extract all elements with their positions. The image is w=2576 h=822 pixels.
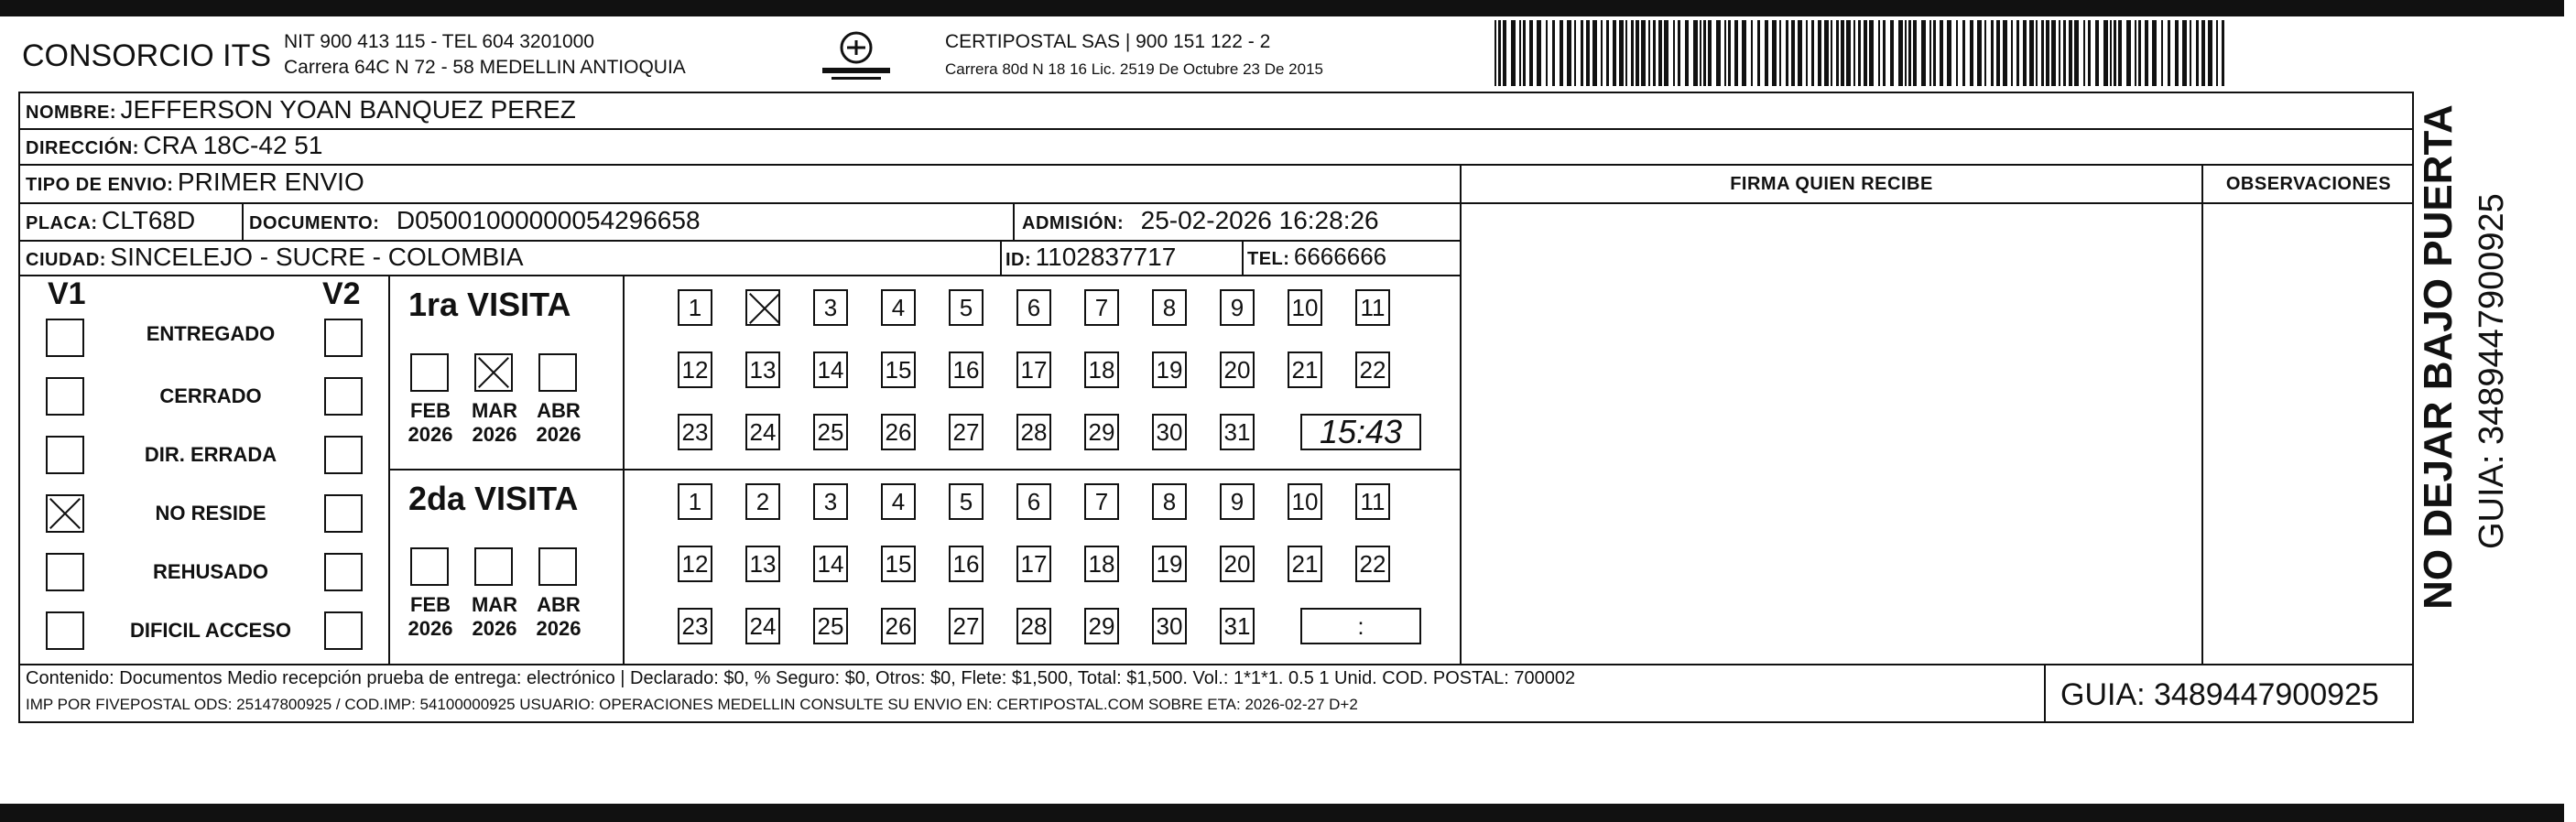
barcode-bar xyxy=(1765,20,1768,86)
barcode-bar xyxy=(2196,20,2199,86)
carrier-name: CERTIPOSTAL SAS | 900 151 122 - 2 xyxy=(945,31,1271,52)
day-cell[interactable]: 15 xyxy=(881,546,916,582)
scan-right-border xyxy=(2564,0,2576,822)
barcode-bar xyxy=(2029,20,2034,86)
tipo-value: PRIMER ENVIO xyxy=(177,168,364,196)
barcode-bar xyxy=(1908,20,1911,86)
month-name: ABR xyxy=(537,593,581,616)
barcode-bar xyxy=(1700,20,1701,86)
day-cell[interactable]: 24 xyxy=(745,414,780,450)
barcode-bar xyxy=(1913,20,1917,86)
v2-checkbox[interactable] xyxy=(324,494,363,533)
firma-header: FIRMA QUIEN RECIBE xyxy=(1730,174,1933,194)
barcode-bar xyxy=(1586,20,1590,86)
month-name: FEB xyxy=(410,399,451,422)
day-cell[interactable]: 9 xyxy=(1220,483,1255,520)
month-checkbox[interactable] xyxy=(538,353,577,392)
barcode-bar xyxy=(1996,20,2000,86)
day-cell[interactable]: 20 xyxy=(1220,546,1255,582)
day-cell[interactable]: 18 xyxy=(1084,352,1119,388)
day-cell[interactable]: 11 xyxy=(1355,289,1390,326)
barcode-bar xyxy=(2145,20,2148,86)
day-cell[interactable]: 3 xyxy=(813,483,848,520)
v2-checkbox[interactable] xyxy=(324,611,363,650)
month-label xyxy=(403,593,458,641)
v1-checkbox[interactable] xyxy=(46,611,84,650)
barcode-bar xyxy=(1703,20,1706,86)
barcode-bar xyxy=(1673,20,1675,86)
barcode-bar xyxy=(2088,20,2091,86)
certipostal-logo xyxy=(815,27,897,84)
barcode-bar xyxy=(1878,20,1880,86)
day-cell[interactable]: 10 xyxy=(1288,289,1322,326)
barcode-bar xyxy=(1537,20,1541,86)
barcode-bar xyxy=(1883,20,1886,86)
day-cell[interactable]: 29 xyxy=(1084,608,1119,644)
barcode-bar xyxy=(2190,20,2191,86)
barcode-bar xyxy=(1560,20,1563,86)
day-cell[interactable]: 7 xyxy=(1084,483,1119,520)
documento-value: D05001000000054296658 xyxy=(396,206,701,234)
observaciones-header: OBSERVACIONES xyxy=(2225,174,2392,194)
day-cell[interactable]: 14 xyxy=(813,352,848,388)
admision-row xyxy=(1022,206,1379,235)
visit-time-field[interactable]: 15:43 xyxy=(1300,414,1421,450)
tipo-row xyxy=(26,168,364,197)
month-checkbox[interactable] xyxy=(474,353,513,392)
day-cell[interactable]: 16 xyxy=(949,352,984,388)
barcode-bar xyxy=(1653,20,1656,86)
v2-checkbox[interactable] xyxy=(324,319,363,357)
no-dejar-bajo-puerta: NO DEJAR BAJO PUERTA xyxy=(2416,104,2461,610)
month-checkbox[interactable] xyxy=(410,353,449,392)
barcode-bar xyxy=(2046,20,2049,86)
placa-value: CLT68D xyxy=(102,206,196,234)
barcode-bar xyxy=(2118,20,2122,86)
v1-checkbox[interactable] xyxy=(46,377,84,416)
v2-checkbox[interactable] xyxy=(324,436,363,474)
barcode-bar xyxy=(2016,20,2019,86)
month-year: 2026 xyxy=(472,617,517,640)
day-cell[interactable]: 22 xyxy=(1355,352,1390,388)
id-row xyxy=(1005,243,1176,272)
barcode-bar xyxy=(1806,20,1808,86)
day-cell[interactable]: 20 xyxy=(1220,352,1255,388)
day-cell[interactable]: 24 xyxy=(745,608,780,644)
day-cell[interactable]: 1 xyxy=(678,483,712,520)
day-cell[interactable]: 8 xyxy=(1152,289,1187,326)
status-label: CERRADO xyxy=(159,384,262,407)
barcode-bar xyxy=(2201,20,2205,86)
status-label: NO RESIDE xyxy=(155,502,266,525)
ciudad-value: SINCELEJO - SUCRE - COLOMBIA xyxy=(110,243,524,271)
barcode-bar xyxy=(2222,20,2224,86)
day-cell[interactable]: 6 xyxy=(1016,289,1051,326)
day-cell[interactable]: 12 xyxy=(678,546,712,582)
barcode-bar xyxy=(1495,20,1496,86)
v1-checkbox[interactable] xyxy=(46,436,84,474)
barcode-bar xyxy=(2126,20,2131,86)
barcode-bar xyxy=(1592,20,1597,86)
barcode-bar xyxy=(1678,20,1680,86)
barcode-bar xyxy=(2083,20,2085,86)
barcode-bar xyxy=(1977,20,1982,86)
barcode-bar xyxy=(1791,20,1795,86)
footer-line-1: Contenido: Documentos Medio recepción prueba de entrega: electrónico | Declarado: $0, % Seguro: $0, Otros: $0, Flete: $1,500, Total: $1,500. Vol.: 1*1*1. 0.5 1 Unid. COD. POSTAL: 700002 xyxy=(26,668,1576,688)
day-cell[interactable]: 25 xyxy=(813,414,848,450)
nombre-value: JEFFERSON YOAN BANQUEZ PEREZ xyxy=(120,95,576,124)
barcode-bar xyxy=(1858,20,1861,86)
barcode-bar xyxy=(2041,20,2044,86)
day-cell[interactable]: 5 xyxy=(949,483,984,520)
nombre-row xyxy=(26,95,576,124)
tel-row xyxy=(1247,243,1386,271)
v1-label: V1 xyxy=(48,276,86,311)
day-cell[interactable]: 21 xyxy=(1288,546,1322,582)
barcode-bar xyxy=(1529,20,1533,86)
day-cell[interactable]: 29 xyxy=(1084,414,1119,450)
barcode-bar xyxy=(1831,20,1832,86)
month-checkbox[interactable] xyxy=(538,547,577,586)
month-name: MAR xyxy=(471,593,518,616)
day-cell[interactable]: 17 xyxy=(1016,352,1051,388)
barcode-bar xyxy=(2216,20,2218,86)
ciudad-row xyxy=(26,243,524,272)
admision-value: 25-02-2026 16:28:26 xyxy=(1140,206,1379,234)
barcode-bar xyxy=(1742,20,1746,86)
day-cell[interactable]: 11 xyxy=(1355,483,1390,520)
scan-bottom-border xyxy=(0,804,2576,822)
barcode-bar xyxy=(2023,20,2027,86)
v2-checkbox[interactable] xyxy=(324,377,363,416)
barcode-bar xyxy=(1933,20,1936,86)
barcode-bar xyxy=(2175,20,2179,86)
month-year: 2026 xyxy=(536,423,582,446)
barcode-bar xyxy=(1890,20,1894,86)
barcode-bar xyxy=(1751,20,1753,86)
day-cell[interactable]: 1 xyxy=(678,289,712,326)
day-cell[interactable]: 13 xyxy=(745,352,780,388)
barcode-bar xyxy=(1818,20,1821,86)
month-year: 2026 xyxy=(408,617,453,640)
direccion-row xyxy=(26,131,322,160)
barcode-bar xyxy=(1991,20,1994,86)
barcode-bar xyxy=(1786,20,1788,86)
placa-label: PLACA: xyxy=(26,213,98,233)
v2-label: V2 xyxy=(322,276,361,311)
barcode-bar xyxy=(1716,20,1721,86)
barcode-bar xyxy=(2059,20,2060,86)
placa-row xyxy=(26,206,195,235)
barcode-bar xyxy=(1905,20,1907,86)
barcode-bar xyxy=(2182,20,2187,86)
barcode-bar xyxy=(1619,20,1624,86)
barcode-bar xyxy=(1613,20,1616,86)
side-guia: GUIA: 3489447900925 xyxy=(2473,193,2511,549)
footer-guia: GUIA: 3489447900925 xyxy=(2060,677,2379,712)
barcode-bar xyxy=(1625,20,1627,86)
barcode xyxy=(1495,20,2227,86)
month-label xyxy=(531,593,586,641)
barcode-bar xyxy=(2051,20,2056,86)
barcode-bar xyxy=(1929,20,1931,86)
id-label: ID: xyxy=(1005,250,1032,270)
day-cell[interactable]: 4 xyxy=(881,289,916,326)
barcode-bar xyxy=(1523,20,1526,86)
month-year: 2026 xyxy=(536,617,582,640)
tipo-label: TIPO DE ENVIO: xyxy=(26,175,174,195)
status-label: ENTREGADO xyxy=(146,322,276,345)
day-cell[interactable]: 28 xyxy=(1016,608,1051,644)
barcode-bar xyxy=(1940,20,1943,86)
day-cell[interactable]: 27 xyxy=(949,414,984,450)
barcode-bar xyxy=(1772,20,1777,86)
status-label: DIFICIL ACCESO xyxy=(129,619,291,642)
barcode-bar xyxy=(2135,20,2136,86)
barcode-bar xyxy=(1864,20,1867,86)
day-cell[interactable]: 7 xyxy=(1084,289,1119,326)
barcode-bar xyxy=(1734,20,1738,86)
barcode-bar xyxy=(1581,20,1583,86)
day-cell[interactable]: 26 xyxy=(881,608,916,644)
month-label xyxy=(467,399,522,447)
day-cell[interactable]: 8 xyxy=(1152,483,1187,520)
barcode-bar xyxy=(1824,20,1829,86)
day-cell[interactable]: 16 xyxy=(949,546,984,582)
status-label: REHUSADO xyxy=(153,560,268,583)
barcode-bar xyxy=(2152,20,2157,86)
scan-top-border xyxy=(0,0,2576,16)
barcode-bar xyxy=(1631,20,1634,86)
barcode-bar xyxy=(1636,20,1639,86)
barcode-bar xyxy=(1841,20,1844,86)
barcode-bar xyxy=(1503,20,1506,86)
barcode-bar xyxy=(1836,20,1839,86)
month-year: 2026 xyxy=(408,423,453,446)
day-cell[interactable]: 14 xyxy=(813,546,848,582)
barcode-bar xyxy=(1648,20,1650,86)
day-cell[interactable]: 6 xyxy=(1016,483,1051,520)
barcode-bar xyxy=(1574,20,1576,86)
visit-title: 2da VISITA xyxy=(408,480,579,517)
barcode-bar xyxy=(1757,20,1760,86)
barcode-bar xyxy=(2168,20,2170,86)
barcode-bar xyxy=(2110,20,2112,86)
day-cell[interactable]: 2 xyxy=(745,483,780,520)
documento-row xyxy=(249,206,701,235)
barcode-bar xyxy=(1898,20,1903,86)
day-cell[interactable]: 21 xyxy=(1288,352,1322,388)
v1-checkbox[interactable] xyxy=(46,553,84,591)
day-cell[interactable]: 3 xyxy=(813,289,848,326)
barcode-bar xyxy=(2138,20,2141,86)
day-cell[interactable]: 26 xyxy=(881,414,916,450)
month-name: MAR xyxy=(471,399,518,422)
day-cell[interactable]: 4 xyxy=(881,483,916,520)
barcode-bar xyxy=(1853,20,1855,86)
day-cell[interactable] xyxy=(745,289,780,326)
month-year: 2026 xyxy=(472,423,517,446)
tel-label: TEL: xyxy=(1247,249,1290,269)
barcode-bar xyxy=(1947,20,1951,86)
day-cell[interactable]: 28 xyxy=(1016,414,1051,450)
barcode-bar xyxy=(2011,20,2013,86)
day-cell[interactable]: 12 xyxy=(678,352,712,388)
month-label xyxy=(467,593,522,641)
day-cell[interactable]: 5 xyxy=(949,289,984,326)
company-name: CONSORCIO ITS xyxy=(22,38,272,73)
barcode-bar xyxy=(1708,20,1712,86)
day-cell[interactable]: 23 xyxy=(678,414,712,450)
nombre-label: NOMBRE: xyxy=(26,103,117,123)
carrier-address: Carrera 80d N 18 16 Lic. 2519 De Octubre 23 De 2015 xyxy=(945,60,1323,78)
day-cell[interactable]: 30 xyxy=(1152,608,1187,644)
barcode-bar xyxy=(1511,20,1516,86)
day-cell[interactable]: 23 xyxy=(678,608,712,644)
barcode-bar xyxy=(2161,20,2163,86)
month-checkbox[interactable] xyxy=(410,547,449,586)
tel-value: 6666666 xyxy=(1293,243,1387,270)
month-label xyxy=(403,399,458,447)
day-cell[interactable]: 10 xyxy=(1288,483,1322,520)
barcode-bar xyxy=(1641,20,1646,86)
v1-checkbox[interactable] xyxy=(46,494,84,533)
day-cell[interactable]: 25 xyxy=(813,608,848,644)
admision-label: ADMISIÓN: xyxy=(1022,213,1125,233)
day-cell[interactable]: 27 xyxy=(949,608,984,644)
barcode-bar xyxy=(1811,20,1814,86)
month-label xyxy=(531,399,586,447)
barcode-bar xyxy=(2036,20,2038,86)
day-cell[interactable]: 31 xyxy=(1220,414,1255,450)
barcode-bar xyxy=(2069,20,2072,86)
direccion-label: DIRECCIÓN: xyxy=(26,138,139,158)
v1-checkbox[interactable] xyxy=(46,319,84,357)
day-cell[interactable]: 17 xyxy=(1016,546,1051,582)
barcode-bar xyxy=(1728,20,1731,86)
barcode-bar xyxy=(1519,20,1521,86)
barcode-bar xyxy=(2208,20,2212,86)
day-cell[interactable]: 30 xyxy=(1152,414,1187,450)
barcode-bar xyxy=(2095,20,2099,86)
barcode-bar xyxy=(1798,20,1802,86)
month-name: FEB xyxy=(410,593,451,616)
id-value: 1102837717 xyxy=(1035,243,1177,271)
barcode-bar xyxy=(1970,20,1973,86)
barcode-bar xyxy=(1956,20,1958,86)
barcode-bar xyxy=(2063,20,2066,86)
direccion-value: CRA 18C-42 51 xyxy=(143,131,323,159)
barcode-bar xyxy=(1846,20,1851,86)
ciudad-label: CIUDAD: xyxy=(26,250,106,270)
day-cell[interactable]: 13 xyxy=(745,546,780,582)
footer-line-2: IMP POR FIVEPOSTAL ODS: 25147800925 / COD.IMP: 54100000925 USUARIO: OPERACIONES MEDELLIN CONSULTE SU ENVIO EN: CERTIPOSTAL.COM SOBRE ETA: 2026-02-27 D+2 xyxy=(26,696,1358,713)
barcode-bar xyxy=(1546,20,1548,86)
v2-checkbox[interactable] xyxy=(324,553,363,591)
barcode-bar xyxy=(2114,20,2116,86)
day-cell[interactable]: 15 xyxy=(881,352,916,388)
barcode-bar xyxy=(1658,20,1662,86)
barcode-bar xyxy=(2003,20,2007,86)
status-label: DIR. ERRADA xyxy=(144,443,277,466)
visit-title: 1ra VISITA xyxy=(408,286,571,323)
day-cell[interactable]: 22 xyxy=(1355,546,1390,582)
barcode-bar xyxy=(1724,20,1726,86)
barcode-bar xyxy=(2074,20,2079,86)
documento-label: DOCUMENTO: xyxy=(249,213,380,233)
day-cell[interactable]: 19 xyxy=(1152,352,1187,388)
barcode-bar xyxy=(1779,20,1781,86)
barcode-bar xyxy=(2103,20,2108,86)
day-cell[interactable]: 31 xyxy=(1220,608,1255,644)
month-checkbox[interactable] xyxy=(474,547,513,586)
day-cell[interactable]: 19 xyxy=(1152,546,1187,582)
barcode-bar xyxy=(1685,20,1689,86)
visit-time-field[interactable]: : xyxy=(1300,608,1421,644)
month-name: ABR xyxy=(537,399,581,422)
barcode-bar xyxy=(1869,20,1874,86)
barcode-bar xyxy=(1664,20,1668,86)
barcode-bar xyxy=(1606,20,1609,86)
day-cell[interactable]: 18 xyxy=(1084,546,1119,582)
barcode-bar xyxy=(1601,20,1603,86)
company-address: Carrera 64C N 72 - 58 MEDELLIN ANTIOQUIA xyxy=(284,57,686,78)
company-nit: NIT 900 413 115 - TEL 604 3201000 xyxy=(284,31,594,52)
barcode-bar xyxy=(1962,20,1965,86)
barcode-bar xyxy=(1498,20,1501,86)
barcode-bar xyxy=(1552,20,1555,86)
day-cell[interactable]: 9 xyxy=(1220,289,1255,326)
barcode-bar xyxy=(1921,20,1926,86)
barcode-bar xyxy=(1984,20,1986,86)
barcode-bar xyxy=(1567,20,1571,86)
barcode-bar xyxy=(1693,20,1698,86)
